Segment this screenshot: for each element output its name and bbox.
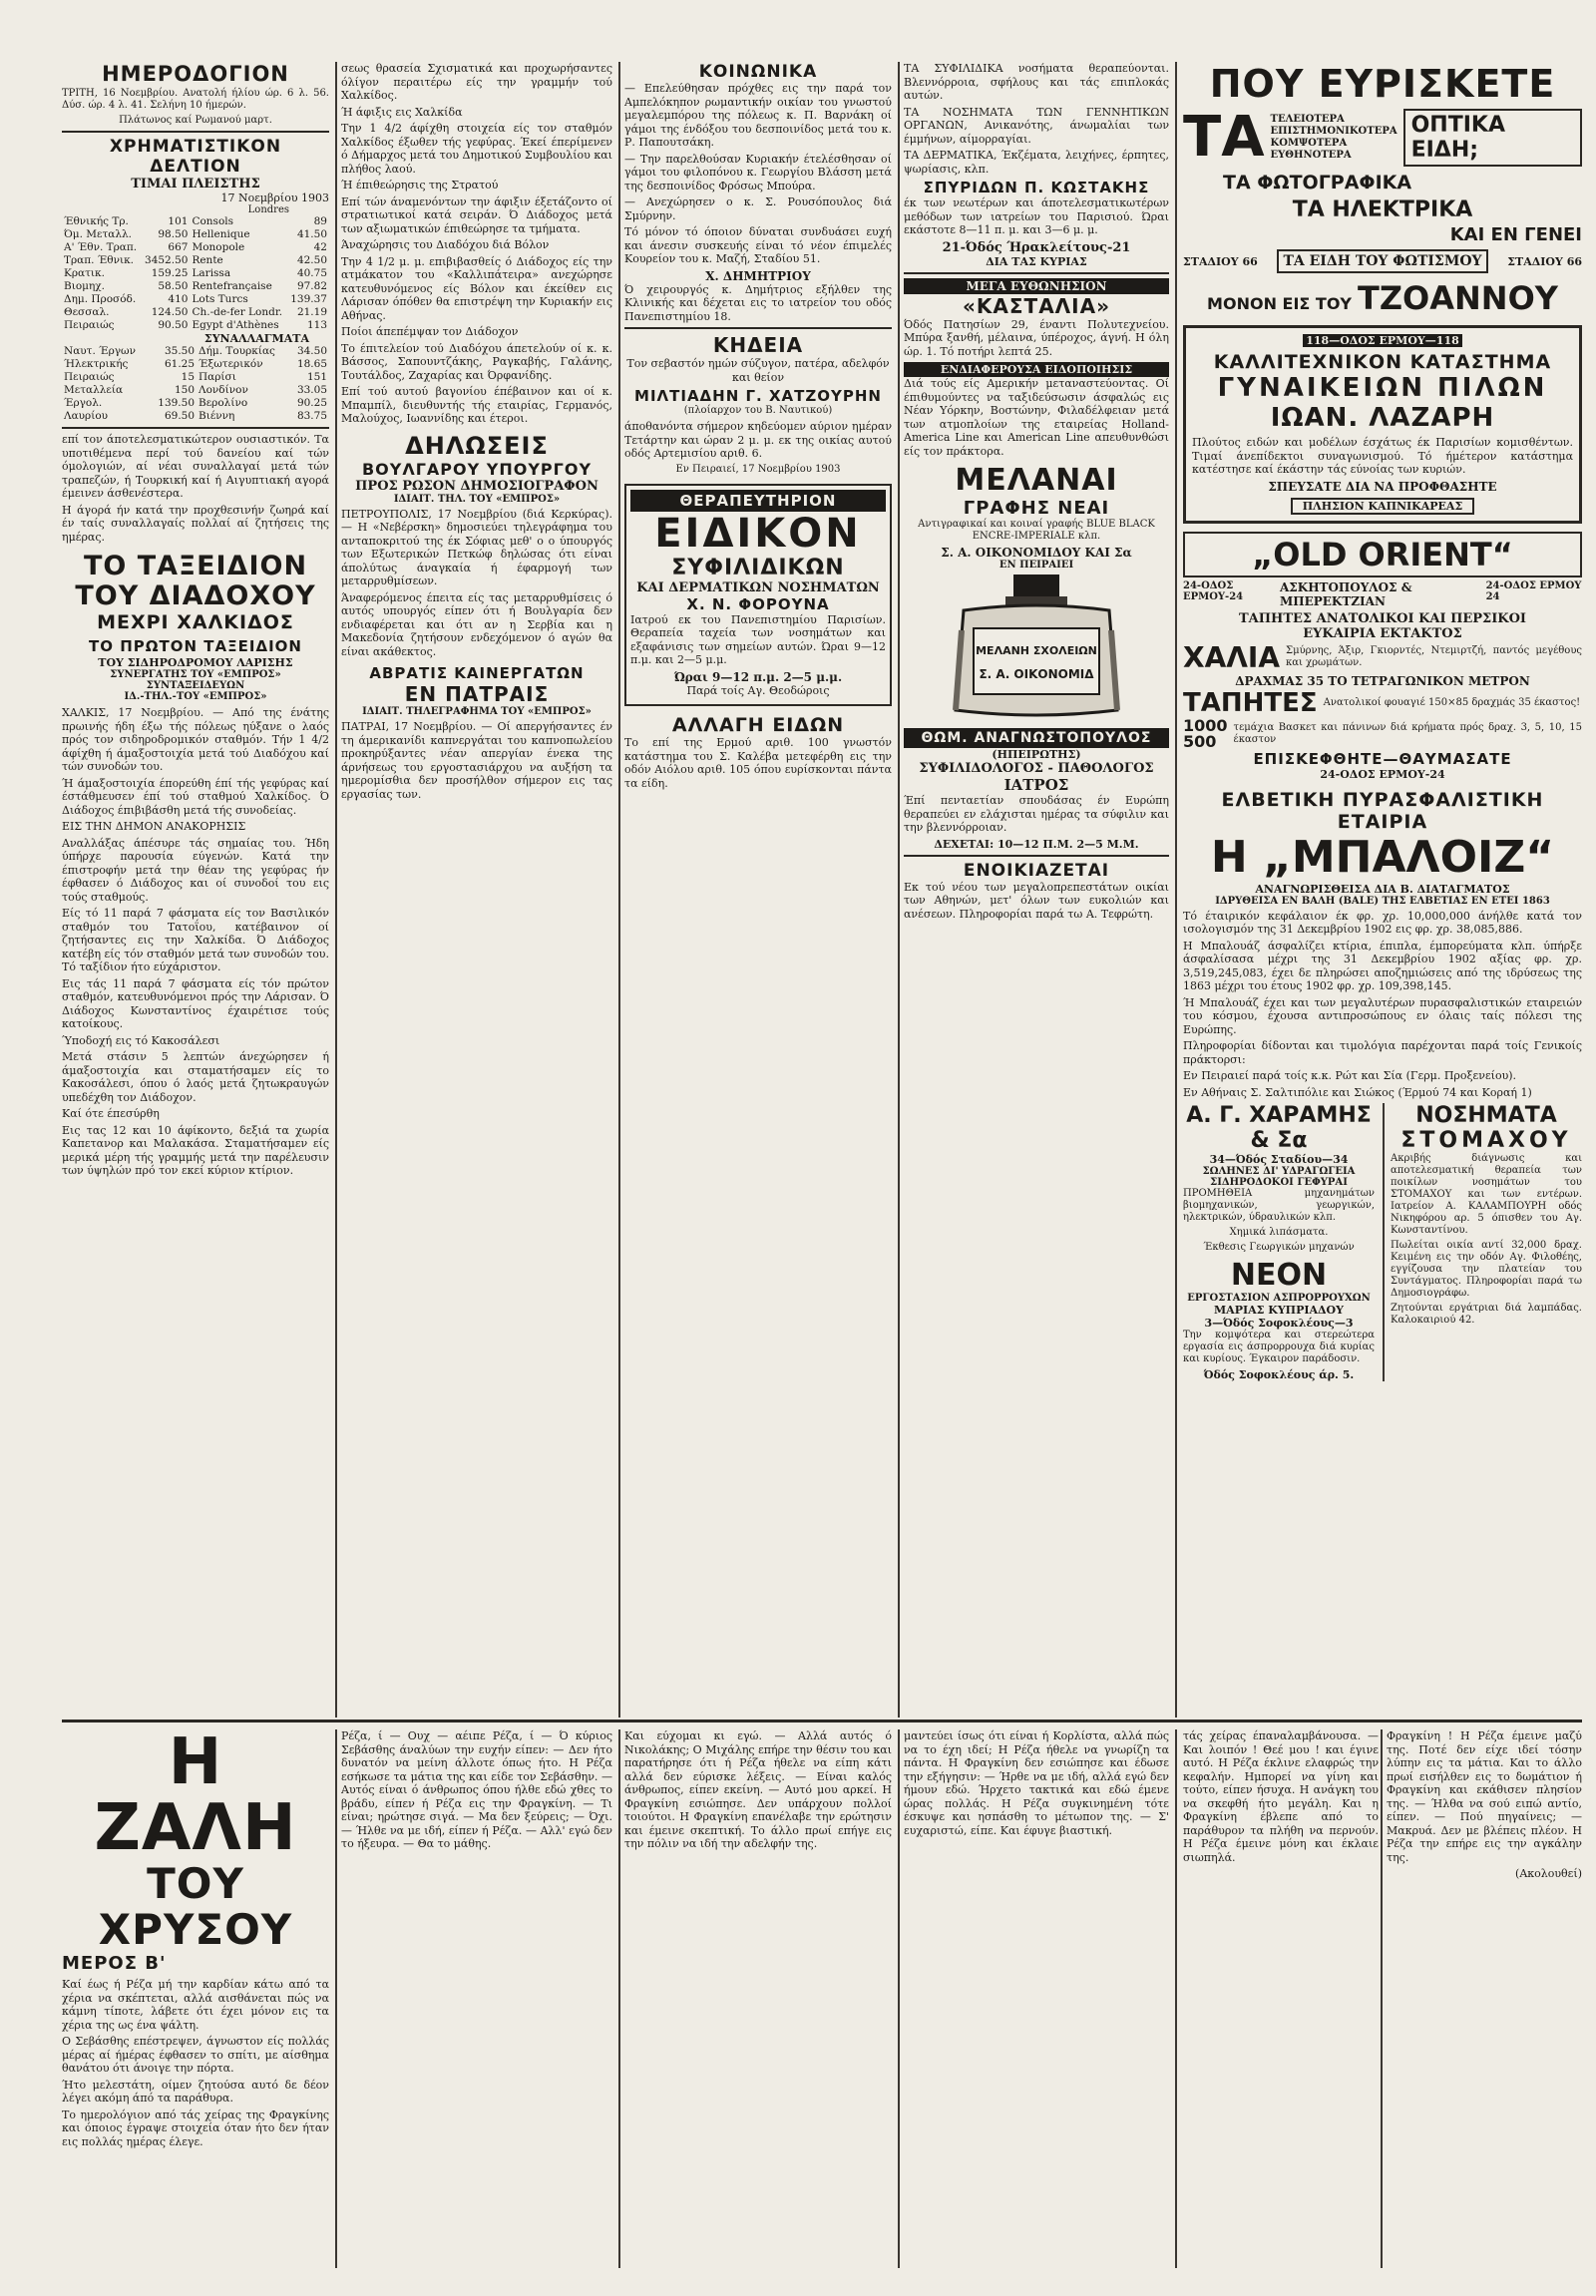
finance-cell: Κρατικ. bbox=[64, 267, 105, 279]
insurance-paragraph: Τό έταιρικόν κεφάλαιον έκ φρ. χρ. 10,000,000 άνήλθε κατά τον ισολογισμόν της 31 Δεκεμβρίου 1902 εις φρ. χρ. 38,085,886. bbox=[1183, 909, 1582, 936]
finance-cell: Βιέννη bbox=[199, 410, 235, 422]
stomachou-sale: Πωλείται οικία αντί 32,000 δραχ. Κειμένη εις την οδόν Αγ. Φιλοθέης, εγγίζουσα την πλατείαν του Συντάγματος. Πληροφορίαι παρά τω Δημοσιογράφω. bbox=[1391, 1240, 1582, 1299]
finance-cell: 90.25 bbox=[296, 397, 327, 409]
finance-row bbox=[62, 358, 329, 371]
feuilleton-col-1 bbox=[62, 1729, 329, 2268]
col2-paragraph: Το έπιτελείον τού Διαδόχου άπετελούν οί κ. κ. Βάσσος, Σαπουντζάκης, Ραγκαβής, Γαλάνης, Τουτάλδος, Ζαχαρίας και Όρφανίδης. bbox=[341, 341, 612, 382]
optika-fotismou: ΤΑ ΕΙΔΗ ΤΟΥ ΦΩΤΙΣΜΟΥ bbox=[1277, 249, 1487, 273]
col1-body-paragraph: Εις τάς 11 παρά 7 φάσματα είς τόν πρώτον σταθμόν, κατευθυνόμενοι πρός την Λάρισαν. Ό Διάδοχος Κωνσταντίνος έχαιρέτισε τούς κατοίκους. bbox=[62, 976, 329, 1030]
optika-stack-word: ΚΟΜΨΟΤΕΡΑ bbox=[1270, 138, 1348, 149]
col1-body-paragraph: Μετά στάσιν 5 λεπτών άνεχώρησεν ή άμαξοστοιχία και σταματήσαμεν είς το Κακοσάλεσι, όπου ό λαός μετά ζητωκραυγών υπεδέχθη τον Διάδοχον. bbox=[62, 1050, 329, 1104]
doctor3-title: ΣΥΦΙΛΙΔΟΛΟΓΟΣ - ΠΑΘΟΛΟΓΟΣ bbox=[919, 761, 1154, 776]
optika-elec: ΤΑ ΗΛΕΚΤΡΙΚΑ bbox=[1292, 197, 1473, 222]
finance-cell: 113 bbox=[306, 319, 327, 331]
finance-cell: Lots Turcs bbox=[192, 293, 248, 305]
orient-left: 24-ΟΔΟΣ ΕΡΜΟΥ-24 bbox=[1183, 579, 1244, 602]
diloseis-sub1: ΒΟΥΛΓΑΡΟΥ ΥΠΟΥΡΓΟΥ bbox=[361, 459, 593, 479]
col1-body-paragraph: Εις τας 12 και 10 άφίκοντο, δεξιά τα χωρία Καπετανορ και Μαλακάσα. Σταματήσαμεν είς μερικά μέρη τής γραμμής μετά την παρέλευσιν των ύψηλών πρό τον εκεί κύριον κτίριον. bbox=[62, 1123, 329, 1177]
khdeia-intro: Τον σεβαστόν ημών σύζυγον, πατέρα, αδελφόν και θείον bbox=[626, 357, 890, 384]
column-4 bbox=[904, 62, 1169, 924]
khdeia-name: ΜΙΛΤΙΑΔΗΝ Γ. ΧΑΤΖΟΥΡΗΝ bbox=[634, 387, 882, 405]
col2-paragraph: Ή έπιθεώρησις της Στρατού bbox=[341, 179, 499, 191]
optika-ad bbox=[1183, 62, 1582, 317]
finance-cell: Δήμ. Τουρκίας bbox=[199, 345, 275, 357]
optika-only: ΜΟΝΟΝ ΕΙΣ ΤΟΥ bbox=[1207, 294, 1353, 313]
charamis-items2: ΣΙΔΗΡΟΔΟΚΟΙ ΓΕΦΥΡΑΙ bbox=[1210, 1177, 1348, 1188]
col1-body-paragraph: Αναλλάξας άπέσυρε τάς σημαίας του. Ήδη ύπήρχε παρουσία εύγενών. Κατά την έπιστροφήν μετά την θέαν της γεφύρας ήν έφθασεν ό Διάδοχος και οί συνοδοί του εις τούς σταθμούς. bbox=[62, 836, 329, 904]
diloseis-sub2: ΠΡΟΣ ΡΩΣΟΝ ΔΗΜΟΣΙΟΓΡΑΦΟΝ bbox=[355, 478, 598, 494]
optika-headline: ΠΟΥ ΕΥΡΙΣΚΕΤΕ bbox=[1209, 62, 1556, 106]
finance-cell: Λαυρίου bbox=[64, 410, 109, 422]
finance-cell: 150 bbox=[174, 384, 196, 396]
melanai-sub: ΓΡΑΦΗΣ ΝΕΑΙ bbox=[963, 498, 1110, 519]
column-rule bbox=[1381, 1729, 1383, 2268]
finance-cell: Rentefrançaise bbox=[192, 280, 272, 292]
neon-addr2: Όδός Σοφοκλέους άρ. 5. bbox=[1203, 1368, 1355, 1381]
finance-cell: Έθνικής Τρ. bbox=[64, 215, 129, 227]
iatreion-big: ΕΙΔΙΚΟΝ bbox=[654, 510, 862, 557]
zali-paragraph: Καί έως ή Ρέζα μή την καρδίαν κάτω από τα χέρια να σκέπτεται, αλλά αισθάνεται πώς να κάμνη τίποτε, λάβετε ότι έχει μόνον εις τα χέρια της ως ένα ψάλτη. bbox=[62, 1978, 329, 2032]
optika-stack bbox=[1271, 114, 1397, 162]
finance-row bbox=[62, 241, 329, 254]
finance-cell: 139.50 bbox=[158, 397, 196, 409]
col1-paragraph: επί τον άποτελεσματικώτερον ουσιαστικόν. Τα υποτιθέμενα περί τού δανείου καί τών όμολογιών, αί νέαι συναλλαγαί μετά τών τραπεζών, ή Τουρκική καί ή Αιγυπτιακή αγορά έμεινεν άσθενέστερα. bbox=[62, 433, 329, 500]
doctor2-address: 21-Όδός Ήρακλείτους-21 bbox=[942, 239, 1131, 255]
ameriki-title: ΕΝΔΙΑΦΕΡΟΥΣΑ ΕΙΔΟΠΟΙΗΣΙΣ bbox=[904, 362, 1169, 377]
stomachou-text: Ακριβής διάγνωσις και αποτελεσματική θεραπεία των ποικίλων νοσημάτων του ΣΤΟΜΑΧΟΥ και των εντέρων. Ιατρείον Α. ΚΑΛΑΜΠΟΥΡΗ οδός Νικηφόρου αρ. 5 όπισθεν του Αγ. Κωνσταντίνου. bbox=[1391, 1153, 1582, 1236]
feuilleton-text-4: μαντεύει ίσως ότι είναι ή Κορλίστα, αλλά πώς να το έχη ιδεί; Η Ρέζα ήθελε να γνωρίζη τα πάντα. Η Φραγκίνη δεν εσιώπησε και έδωσε την εξήγησιν: — Ήρθε να με ιδή, αλλά εγώ δεν ήμουν εδώ. Ήρχετο τακτικά και εδώ έμενε ώρας πολλάς. Η Ρέζα συγκινημένη τότε έσκυψε και ησπάσθη το μέτωπον της. — Σ' ευχαριστώ, είπε. Και έφυγε βιαστική. bbox=[904, 1729, 1169, 1837]
finance-cell: Πειραιώς bbox=[64, 319, 115, 331]
ads-column bbox=[1183, 62, 1582, 1381]
finance-cell: Έργολ. bbox=[64, 397, 103, 409]
kastalia-text: Όδός Πατησίων 29, έναντι Πολυτεχνείου. Μπύρα ξανθή, μέλαινα, ύπέροχος, άγνή. Η όλη ώρ. 1. Τό ποτήρι λεπτά 25. bbox=[904, 317, 1169, 358]
orient-mid: ΑΣΚΗΤΟΠΟΥΛΟΣ & ΜΠΕΡΕΚΤΖΙΑΝ bbox=[1279, 579, 1412, 608]
feuilleton-col-6 bbox=[1387, 1729, 1582, 2268]
insurance-piraeus: Εν Πειραιεί παρά τοίς κ.κ. Ρώτ και Σία (Γερμ. Προξενείου). bbox=[1183, 1069, 1517, 1082]
diloseis-block bbox=[341, 432, 612, 659]
doctor2-text: έκ των νεωτέρων και άποτελεσματικωτέρων μεθόδων των ιατρείων του Παρισιού. Ώραι εκάστοτε 8—11 π. μ. και 3—6 μ. μ. bbox=[904, 196, 1169, 236]
neon-sub1: ΕΡΓΟΣΤΑΣΙΟΝ ΑΣΠΡΟΡΡΟΥΧΩΝ bbox=[1187, 1293, 1371, 1304]
finance-subtitle: ΤΙΜΑΙ ΠΛΕΙΣΤΗΣ bbox=[131, 177, 260, 191]
optika-stack-word: ΤΕΛΕΙΟΤΕΡΑ bbox=[1270, 114, 1345, 125]
allagi-title: ΑΛΛΑΓΗ ΕΙΔΩΝ bbox=[671, 714, 845, 736]
doctor-ad-text: Ό χειρουργός κ. Δημήτριος εξήλθεν της Κλινικής και δέχεται εις το ιατρείον του οδός Πανεπιστημίου 18. bbox=[624, 282, 892, 323]
column-rule bbox=[335, 62, 337, 1718]
insurance-sub: ΑΝΑΓΝΩΡΙΣΘΕΙΣΑ ΔΙΑ Β. ΔΙΑΤΑΓΜΑΤΟΣ bbox=[1255, 882, 1510, 896]
finance-title: ΧΡΗΜΑΤΙΣΤΙΚΟΝ ΔΕΛΤΙΟΝ bbox=[109, 137, 282, 177]
khdeia-title: ΚΗΔΕΙΑ bbox=[712, 333, 804, 357]
almanac-saints: Πλάτωνος καί Ρωμανού μαρτ. bbox=[119, 115, 272, 126]
orient-tapites-text: Ανατολικοί φουαγιέ 150×85 δραχμάς 35 έκαστος! bbox=[1323, 696, 1581, 708]
finance-cell: Παρίσι bbox=[199, 371, 236, 383]
doctor3-place: (ΗΠΕΙΡΩΤΗΣ) bbox=[992, 748, 1081, 761]
zali-part: ΜΕΡΟΣ Β' bbox=[62, 1953, 167, 1974]
finance-cell: Egypt d'Athènes bbox=[192, 319, 279, 331]
stomachou-sale2: Ζητούνται εργάτριαι διά λαμπάδας. Καλοκαιριού 42. bbox=[1391, 1303, 1582, 1326]
neon-title: ΝΕΟΝ bbox=[1230, 1258, 1328, 1293]
hats-text: Πλούτος ειδών και μοδέλων έσχάτως έκ Παρισίων κομισθέντων. Τιμαί άνεπίδεκτοι συναγωνισμού. Τό ήμέτερον κατάστημα κατέστησε καί έκάστην τάς εύνοίας των κυριών. bbox=[1192, 436, 1573, 476]
insurance-athens: Εν Αθήναις Σ. Σαλτιπόλιε και Σιώκος (Έρμού 74 και Κοραή 1) bbox=[1183, 1085, 1532, 1099]
col2-paragraph: Την 1 4/2 άφίχθη στοιχεία είς τον σταθμόν Χαλκίδος έξωθεν τής γεφύρας. Έκεί έπερίμενεν ό Δήμαρχος μετά του Δημοτικού Συμβουλίου και πλήθος λαού. bbox=[341, 122, 612, 176]
finance-london: Londres bbox=[247, 204, 289, 215]
col1-body-paragraph: Ύποδοχή εις τό Κακοσάλεσι bbox=[62, 1033, 220, 1047]
hats-ad bbox=[1183, 325, 1582, 524]
finance-row bbox=[62, 397, 329, 410]
koinonika-paragraph: — Την παρελθούσαν Κυριακήν έτελέσθησαν οί γάμοι του φιλοπόνου κ. Γεωργίου Βλάσση μετά της δεσποινίδος Φρόσως Μπούρα. bbox=[624, 152, 892, 192]
optika-name: ΤΖΟΑΝΝΟΥ bbox=[1358, 279, 1558, 317]
melanai-place: ΕΝ ΠΕΙΡΑΙΕΙ bbox=[998, 560, 1074, 571]
finance-cell: Monopole bbox=[192, 241, 245, 253]
optika-general: ΚΑΙ ΕΝ ΓΕΝΕΙ bbox=[1449, 224, 1582, 245]
charamis-addr: 34—Όδός Σταδίου—34 bbox=[1209, 1153, 1349, 1166]
hats-footer: ΠΛΗΣΙΟΝ ΚΑΠΝΙΚΑΡΕΑΣ bbox=[1291, 498, 1474, 515]
finance-cell: 124.50 bbox=[151, 306, 189, 318]
melanai-ad bbox=[904, 464, 1169, 724]
finance-cell: 159.25 bbox=[151, 267, 189, 279]
ameriki-text: Διά τούς είς Αμερικήν μεταναστεύοντας. Οί έπιθυμούντες να ταξιδεύσωσιν άσφαλώς εις Νέαν Υόρκην, Βοστώνην, Φιλαδέλφειαν μετά των ατμοπλοίων της εταιρείας Holland-America Line και American Line απευθυνθώσι είς τον πράκτορα. bbox=[904, 377, 1169, 458]
col4-paragraph: ΤΑ ΣΥΦΙΛΙΔΙΚΑ νοσήματα θεραπεύονται. Βλεννόρροια, σφήλους και τάς επιπλοκάς αυτών. bbox=[904, 62, 1169, 102]
col1-body-paragraph: ΧΑΛΚΙΣ, 17 Νοεμβρίου. — Από της ένάτης πρωινής ήδη έξω τής πόλεως ηύξανε ο λαός πρός τον σιδηροδρομικόν σταθμόν. Τήν 1 4/2 άφίχθη ή άμαξοστοιχία μετά τού Διαδόχου καί τών συνοδών του. bbox=[62, 706, 329, 773]
insurance-paragraph: Πληροφορίαι δίδονται και τιμολόγια παρέχονται παρά τοίς Γενικοίς πράκτορσι: bbox=[1183, 1039, 1582, 1066]
zali-paragraph: Το ημερολόγιον από τάς χείρας της Φραγκίνης και όποιος έγραψε στοιχεία όταν ήτο δεν ήταν εις πολλάς ημέρας έλεγε. bbox=[62, 2107, 329, 2148]
column-2 bbox=[341, 62, 612, 804]
finance-cell: Larissa bbox=[192, 267, 231, 279]
khdeia-date: Εν Πειραιεί, 17 Νοεμβρίου 1903 bbox=[675, 463, 841, 475]
col2-paragraph: Την 4 1/2 μ. μ. επιβιβασθείς ό Διάδοχος είς την ατμάκατον του «Καλλιπάτειρα» ανεχώρησε κατευθυνόμενος είς Βόλον και έκείθεν εις Λάρισαν όπόθεν θα επιστρέψη την Κυριακήν εις Αθήνας. bbox=[341, 254, 612, 322]
headline-line-2: ΤΟΥ ΔΙΑΔΟΧΟΥ bbox=[75, 580, 316, 611]
finance-cell: Τραπ. Έθνικ. bbox=[64, 254, 135, 266]
col2-paragraph: Επί τών άναμενόντων την άφιξιν έξετάζοντο οί στρατιωτικοί κατά σειράν. Ό Διάδοχος μετά των αξιωματικών έπιθεώρησε τα τμήματα. bbox=[341, 194, 612, 235]
charamis-ekth: Έκθεσις Γεωργικών μηχανών bbox=[1203, 1242, 1355, 1253]
finance-cell: 98.50 bbox=[158, 228, 189, 240]
neon-text: Την κομψότερα και στερεώτερα εργασία εις άσπρορρουχα διά κυρίας και κυρίους. Έγκαιρον παράδοσιν. bbox=[1183, 1330, 1375, 1364]
headline-line-3: ΜΕΧΡΙ ΧΑΛΚΙΔΟΣ bbox=[97, 611, 294, 633]
doctor3-text: Έπί πενταετίαν σπουδάσας έν Ευρώπη θεραπεύει εν ελάχισται ημέρας τα σύφιλιν και την βλεννόρροιαν. bbox=[904, 794, 1169, 834]
divider bbox=[624, 327, 892, 329]
optika-stack-word: ΕΥΘΗΝΟΤΕΡΑ bbox=[1270, 150, 1352, 161]
zali-paragraph: Ήτο μελεστάτη, οίμεν ζητούσα αυτό δε δέον λέγει ακόμη άπό τα παράθυρα. bbox=[62, 2078, 329, 2105]
neon-sub2: ΜΑΡΙΑΣ ΚΥΠΡΙΑΔΟΥ bbox=[1214, 1304, 1344, 1317]
charamis-chem: Χημικά λιπάσματα. bbox=[1229, 1227, 1329, 1238]
allagi-ad bbox=[624, 714, 892, 790]
zali-title: Η ΖΑΛΗ bbox=[94, 1729, 297, 1865]
orient-visit: ΕΠΙΣΚΕΦΘΗΤΕ—ΘΑΥΜΑΣΑΤΕ bbox=[1253, 749, 1512, 768]
zali-paragraph: Ο Σεβάσθης επέστρεψεν, άγνωστον είς πολλάς μέρας αί ήμέρας έφθασεν το σπίτι, με αίσθημα θανάτου ότι άνοιγε την πόρτα. bbox=[62, 2035, 329, 2075]
ink-bottle-illustration bbox=[904, 571, 1169, 720]
hats-address: 118—ΟΔΟΣ ΕΡΜΟΥ—118 bbox=[1303, 334, 1462, 347]
feuilleton-text-3: Και εύχομαι κι εγώ. — Αλλά αυτός ό Νικολάκης; Ο Μιχάλης επήρε την θέσιν του και παρατήρησε ότι ή Ρέζα ήθελε να είπη κάτι αλλά δεν εύρισκε λέξεις. — Είναι καλός άνθρωπος, είπεν εκείνη. — Αυτό μου αρκεί. Η Φραγκίνη εσιώπησε. Δεν υπάρχουν πολλοί τοιούτοι. Η Φραγκίνη επανέλαβε την ερώτησιν και έμεινε σκεπτική. Το άλλο πρωί επήγε εις την πόλιν να ιδή την αδελφήν της. bbox=[624, 1729, 892, 1850]
finance-cell: 69.50 bbox=[164, 410, 196, 422]
finance-section2: ΣΥΝΑΛΛΑΓΜΑΤΑ bbox=[203, 332, 309, 345]
orient-title: „OLD ORIENT“ bbox=[1183, 532, 1582, 577]
col4-paragraph: ΤΑ ΝΟΣΗΜΑΤΑ ΤΩΝ ΓΕΝΝΗΤΙΚΩΝ ΟΡΓΑΝΩΝ, Ανικανότης, άνωμαλίαι των έμμήνων, αίμορραγίαι. bbox=[904, 105, 1169, 146]
orient-occasion: ΕΥΚΑΙΡΙΑ ΕΚΤΑΚΤΟΣ bbox=[1303, 625, 1462, 641]
optika-stack-word: ΕΠΙΣΤΗΜΟΝΙΚΟΤΕΡΑ bbox=[1270, 126, 1397, 137]
charamis-items: ΣΩΛΗΝΕΣ ΔΙ' ΥΔΡΑΓΩΓΕΙΑ bbox=[1202, 1166, 1356, 1177]
koinonika-paragraph: — Επελεύθησαν πρόχθες εις την παρά τον Αμπελόκηπον ρωμαντικήν οικίαν του γνωστού μεγαλεμπόρου της πόλεως κ. Π. Βαρνάκη οί γάμοι της ένδόξου του δεσποινίδος μετά του κ. Ρ. Παπουτσάκη. bbox=[624, 82, 892, 149]
diloseis-paragraph: ΠΕΤΡΟΥΠΟΛΙΣ, 17 Νοεμβρίου (διά Κερκύρας). — Η «Νεβέρσκη» δημοσιεύει τηλεγράφημα του ανταποκριτού της έκ Σόφιας μεθ' ο ο ύπουργός των Εξωτερικών Πετκώφ δηλώσας ότι είναι άπολύτως άναγκαία ή έφαρμογή των μεταρρυθμίσεων. bbox=[341, 507, 612, 587]
iatreion-doctor: Χ. Ν. ΦΟΡΟΥΝΑ bbox=[686, 594, 830, 613]
orient-tapites: ΤΑΠΗΤΕΣ bbox=[1183, 687, 1318, 718]
finance-cell: Λονδίνον bbox=[199, 384, 248, 396]
finance-cell: Βερολίνο bbox=[199, 397, 248, 409]
col1-paragraph: Η άγορά ήν κατά την προχθεσινήν ζωηρά καί έν ταίς συναλλαγαίς πολλαί αί ζητήσεις της ημέρας. bbox=[62, 503, 329, 544]
feuilleton-text-2: Ρέζα, ί — Ουχ — αέιπε Ρέζα, ί — Ό κύριος Σεβάσθης άναλύων την ευχήν είπεν: — Δεν ήτο δυνατόν να μείνη άλλοτε όπως ήτο. Η Ρέζα εσήκωσε τα μάτια της και είδε τον Σεβάσθην. — Αυτός είναι ό άνθρωπος όπου ήλθε εδώ χθες το βράδυ, είπεν ή Ρέζα εις την Φραγκίνη. — Τι είναι; ηρώτησε σιγά. — Μα δεν ξεύρεις; — Όχι. — Ήλθε να με ιδή, είπεν ή Ρέζα. — Αλλ' εγώ δεν το ήξευρα. — Θα το μάθης. bbox=[341, 1729, 612, 1850]
col1-body-paragraph: Ή άμαξοστοιχία έπορεύθη έπί τής γεφύρας καί έστάθμευσεν έπί τού σταθμού Χαλκίδος. Ό Διάδοχος έπιβιβάσθη μετά τής συνοδείας. bbox=[62, 776, 329, 817]
finance-cell: 97.82 bbox=[296, 280, 327, 292]
orient-xalia-text: Σμύρνης, Άξιρ, Γκιορντές, Ντεμιρτζή, παντός μεγέθους και χρωμάτων. bbox=[1286, 645, 1582, 668]
khdeia-role: (πλοίαρχον του Β. Ναυτικού) bbox=[683, 405, 833, 416]
finance-cell: 83.75 bbox=[296, 410, 327, 422]
optika-items: ΟΠΤΙΚΑ ΕΙΔΗ; bbox=[1403, 109, 1582, 167]
orient-right: 24-ΟΔΟΣ ΕΡΜΟΥ 24 bbox=[1485, 579, 1582, 602]
orient-sub: ΤΑΠΗΤΕΣ ΑΝΑΤΟΛΙΚΟΙ ΚΑΙ ΠΕΡΣΙΚΟΙ bbox=[1239, 610, 1526, 626]
hats-cta: ΣΠΕΥΣΑΤΕ ΔΙΑ ΝΑ ΠΡΟΦΘΑΣΗΤΕ bbox=[1268, 479, 1497, 494]
orient-xalia: ΧΑΛΙΑ bbox=[1183, 640, 1281, 674]
finance-cell: 90.50 bbox=[158, 319, 189, 331]
finance-cell: Consols bbox=[192, 215, 234, 227]
column-rule bbox=[335, 1729, 337, 2268]
insurance-founded: ΙΔΡΥΘΕΙΣΑ ΕΝ ΒΑΛΗ (BALE) ΤΗΣ ΕΛΒΕΤΙΑΣ ΕΝ ΕΤΕΙ 1863 bbox=[1215, 895, 1550, 907]
column-rule bbox=[898, 62, 900, 1718]
column-rule bbox=[1175, 62, 1177, 1718]
stomachou-ad bbox=[1383, 1103, 1582, 1381]
finance-cell: 410 bbox=[168, 293, 189, 305]
finance-cell: Όμ. Μεταλλ. bbox=[64, 228, 133, 240]
column-3 bbox=[624, 62, 892, 793]
hats-sub: ΓΥΝΑΙΚΕΙΩΝ ΠΙΛΩΝ bbox=[1217, 373, 1548, 403]
bottle-label-2: Σ. Α. ΟΙΚΟΝΟΜΙΔ bbox=[979, 667, 1094, 681]
doctor3-ad bbox=[904, 728, 1169, 851]
iatreion-title: ΘΕΡΑΠΕΥΤΗΡΙΟΝ bbox=[630, 490, 886, 512]
finance-cell: Μεταλλεία bbox=[64, 384, 124, 396]
feuilleton-col-5 bbox=[1183, 1729, 1379, 2268]
hats-title: ΚΑΛΛΙΤΕΧΝΙΚΟΝ ΚΑΤΑΣΤΗΜΑ bbox=[1213, 351, 1552, 373]
finance-cell: Ήλεκτρικής bbox=[64, 358, 129, 370]
optika-stadiou-right: ΣΤΑΔΙΟΥ 66 bbox=[1507, 254, 1582, 268]
doctor3-hours: ΔΕΧΕΤΑΙ: 10—12 Π.Μ. 2—5 Μ.Μ. bbox=[934, 837, 1139, 851]
optika-photo: ΤΑ ΦΩΤΟΓΡΑΦΙΚΑ bbox=[1223, 172, 1412, 193]
finance-cell: 40.75 bbox=[296, 267, 327, 279]
koinonika-paragraph: Τό μόνον τό όποιον δύναται συνδυάσει ευχή και άνεσιν συσκευής είναι τό νέον έπιμελές Κουρείον του κ. Μαζή, Σταδίου 51. bbox=[624, 225, 892, 265]
avratis-text: ΠΑΤΡΑΙ, 17 Νοεμβρίου. — Οί απεργήσαντες έν τη άμερικανίδι καπνεργάται του καπνοπωλείου προκηρύξαντες νέαν απεργίαν ένεκα της άρνήσεως του εργοστασιάρχου να αυξήση τα ημερομίσθια δεν προσήλθον σήμερον εις τας εργασίας των. bbox=[341, 720, 612, 801]
enoikiazetai-text: Εκ τού νέου των μεγαλοπρεπεστάτων οικίαι των Αθηνών, μετ' όλων των ευκολιών και ανέσεων. Πληροφορίαι παρά τω Α. Τεφρώτη. bbox=[904, 880, 1169, 921]
kastalia-title: ΜΕΓΑ ΕΥΘΩΝΗΣΙΟΝ bbox=[904, 278, 1169, 294]
finance-cell: 667 bbox=[168, 241, 189, 253]
feuilleton-end: (Ακολουθεί) bbox=[1515, 1867, 1582, 1880]
finance-cell: Rente bbox=[192, 254, 223, 266]
col2-paragraph: Ποίοι άπεπέμψαν τον Διάδοχον bbox=[341, 325, 519, 338]
iatreion-text: Ιατρού εκ του Πανεπιστημίου Παρισίων. Θεραπεία ταχεία των νοσημάτων και εξαφάνισις των σημείων αυτών. Ώραι 9—12 π.μ. και 2—5 μ.μ. bbox=[630, 612, 886, 666]
finance-row bbox=[62, 410, 329, 423]
col2-paragraph: Ή άφιξις εις Χαλκίδα bbox=[341, 105, 463, 119]
finance-date: 17 Νοεμβρίου 1903 bbox=[220, 191, 329, 204]
enoikiazetai-title: ΕΝΟΙΚΙΑΖΕΤΑΙ bbox=[963, 860, 1110, 881]
finance-cell: 15 bbox=[181, 371, 196, 383]
col1-body-paragraph: ΕΙΣ ΤΗΝ ΔΗΜΟΝ ΑΝΑΚΟΡΗΣΙΣ bbox=[62, 820, 246, 833]
optika-ta: ΤΑ bbox=[1183, 105, 1265, 170]
charamis-promith: ΠΡΟΜΗΘΕΙΑ μηχανημάτων βιομηχανικών, γεωργικών, ηλεκτρικών, ύδραυλικών κλπ. bbox=[1183, 1188, 1375, 1223]
divider bbox=[62, 427, 329, 429]
divider bbox=[904, 855, 1169, 857]
feuilleton-text-5: τάς χείρας έπαναλαμβάνουσα. — Και λοιπόν ! Θεέ μου ! και έγινε αυτό. Η Ρέζα έκλινε ελαφρώς την κεφαλήν. Ημπορεί να γίνη και τούτο, είπεν ήσυχα. Η ανάγκη του να σκεφθή ήτο μεγάλη. Και η Φραγκίνη έβλεπε από το παράθυρον τα πλήθη να περνούν. Η Ρέζα έμεινε μόνη και έκλαιε σιωπηλά. bbox=[1183, 1729, 1379, 1864]
insurance-name: Η „ΜΠΑΛΟΙΖ“ bbox=[1210, 831, 1555, 883]
orient-price: ΔΡΑΧΜΑΣ 35 ΤΟ ΤΕΤΡΑΓΩΝΙΚΟΝ ΜΕΤΡΟΝ bbox=[1235, 673, 1530, 688]
finance-cell: 151 bbox=[306, 371, 327, 383]
finance-cell: 35.50 bbox=[164, 345, 196, 357]
almanac-dates: ΤΡΙΤΗ, 16 Νοεμβρίου. Ανατολή ήλίου ώρ. 6 λ. 56. Δύσ. ώρ. 4 λ. 41. Σελήνη 10 ήμερών. bbox=[62, 88, 329, 111]
finance-cell: 101 bbox=[168, 215, 189, 227]
melanai-text: Αντιγραφικαί και κοιναί γραφής BLUE BLACK ENCRE-IMPERIALE κλπ. bbox=[918, 519, 1155, 542]
finance-cell: Έξωτερικόν bbox=[199, 358, 263, 370]
khdeia-text: άποθανόντα σήμερον κηδεύομεν αύριον ημέραν Τετάρτην και ώραν 2 μ. μ. εκ της οικίας αυτού οδός Αρτεμισίου αριθ. 6. bbox=[624, 420, 892, 460]
melanai-maker: Σ. Α. ΟΙΚΟΝΟΜΙΔΟΥ ΚΑΙ Σα bbox=[941, 546, 1132, 560]
headline-line-5: ΤΟΥ ΣΙΔΗΡΟΔΡΟΜΟΥ ΛΑΡΙΣΗΣ bbox=[98, 656, 293, 669]
finance-row bbox=[62, 293, 329, 306]
divider bbox=[62, 131, 329, 133]
orient-ad bbox=[1183, 532, 1582, 781]
finance-cell: Βιομηχ. bbox=[64, 280, 105, 292]
finance-cell: Ναυτ. Έργων bbox=[64, 345, 136, 357]
doctor3-role: ΙΑΤΡΟΣ bbox=[1003, 776, 1069, 794]
col2-paragraph: Επί τού αυτού βαγονίου έπέβαινον και οί κ. Μπαμπίλ, διευθυντής τής εταιρίας, Γερμανός, Μαλούχος, Ιωαννίδης και έτεροι. bbox=[341, 385, 612, 425]
hats-name: ΙΩΑΝ. ΛΑΖΑΡΗ bbox=[1270, 403, 1495, 433]
finance-row bbox=[62, 319, 329, 332]
finance-cell: Πειραιώς bbox=[64, 371, 115, 383]
bottle-label-1: ΜΕΛΑΝΗ ΣΧΟΛΕΙΩΝ bbox=[976, 644, 1097, 657]
col2-paragraph: Άναχώρησις του Διαδόχου διά Βόλον bbox=[341, 238, 550, 251]
headline-line-7: ΙΔ.-ΤΗΛ.-ΤΟΥ «ΕΜΠΡΟΣ» bbox=[124, 691, 267, 702]
insurance-paragraph: Η Μπαλουάζ άσφαλίζει κτίρια, έπιπλα, έμπορεύματα κλπ. ύπήρξε άσφαλίσασα μέχρι της 31 Δεκεμβρίου 1902 αξίας φρ. χρ. 3,519,245,083, έχει δε πληρώσει αποζημιώσεις από της ιδρύσεως της 1863 μέχρι του έτους 1902 φρ. χρ. 109,398,145. bbox=[1183, 939, 1582, 992]
finance-row bbox=[62, 371, 329, 384]
column-rule bbox=[618, 1729, 620, 2268]
finance-table bbox=[62, 215, 329, 332]
finance-cell: Hellenique bbox=[192, 228, 250, 240]
col1-body-paragraph: Είς τό 11 παρά 7 φάσματα είς τον Βασιλικόν σταθμόν του Τατοΐου, κατέβαινον οί ζητήσαντες εις την Χαλκίδα. Ό Διάδοχος κατέβη είς τόν σταθμόν μετά των συνοδών του. Τό ταξίδιον ήτο εύχάριστον. bbox=[62, 907, 329, 973]
finance-cell: 18.65 bbox=[296, 358, 327, 370]
diloseis-title: ΔΗΛΩΣΕΙΣ bbox=[405, 431, 549, 460]
diloseis-sub3: ΙΔΙΑΙΤ. ΤΗΛ. ΤΟΥ «ΕΜΠΡΟΣ» bbox=[393, 493, 561, 505]
col1-body-paragraph: Καί ότε έπεσύρθη bbox=[62, 1107, 160, 1120]
column-1 bbox=[62, 62, 329, 1181]
finance-row bbox=[62, 280, 329, 293]
almanac-title: ΗΜΕΡΟΔΟΓΙΟΝ bbox=[102, 62, 289, 86]
finance-row bbox=[62, 267, 329, 280]
finance-cell: 34.50 bbox=[296, 345, 327, 357]
finance-cell: 42 bbox=[313, 241, 327, 253]
stomachou-title2: ΣΤΟΜΑΧΟΥ bbox=[1400, 1128, 1572, 1153]
finance-cell: Θεσσαλ. bbox=[64, 306, 110, 318]
doctor3-name: ΘΩΜ. ΑΝΑΓΝΩΣΤΟΠΟΥΛΟΣ bbox=[904, 728, 1169, 748]
stomachou-title: ΝΟΣΗΜΑΤΑ bbox=[1415, 1103, 1557, 1128]
charamis-title: Α. Γ. ΧΑΡΑΜΗΣ & Σα bbox=[1186, 1103, 1372, 1153]
headline-line-6: ΣΥΝΕΡΓΑΤΗΣ ΤΟΥ «ΕΜΠΡΟΣ» ΣΥΝΤΑΞΕΙΔΕΥΩΝ bbox=[110, 669, 281, 691]
column-rule bbox=[1175, 1729, 1177, 2268]
diadochos-headline bbox=[62, 552, 329, 702]
finance-cell: 33.05 bbox=[296, 384, 327, 396]
finance-cell: Δημ. Προσόδ. bbox=[64, 293, 137, 305]
finance-cell: 21.19 bbox=[296, 306, 327, 318]
iatreion-sub2: ΚΑΙ ΔΕΡΜΑΤΙΚΩΝ ΝΟΣΗΜΑΤΩΝ bbox=[636, 579, 880, 595]
column-rule bbox=[618, 62, 620, 1718]
diloseis-paragraph: Άναφερόμενος έπειτα είς τας μεταρρυθμίσεις ό αυτός υπουργός είπεν ότι ή Βουλγαρία δεν ενδιαφέρεται και ότι αν η Σερβία και η Μακεδονία ζητήσουν ενδεχόμενον ό αγών θα είναι ακάθεκτος. bbox=[341, 590, 612, 658]
orient-500: 500 bbox=[1183, 731, 1217, 751]
neon-addr: 3—Όδός Σοφοκλέους—3 bbox=[1204, 1317, 1354, 1330]
feuilleton-col-4 bbox=[904, 1729, 1169, 2268]
finance-cell: 42.50 bbox=[296, 254, 327, 266]
avratis-sub1: ΕΝ ΠΑΤΡΑΙΣ bbox=[404, 682, 550, 706]
finance-cell: 139.37 bbox=[290, 293, 327, 305]
feuilleton-col-2 bbox=[341, 1729, 612, 2268]
finance-cell: 61.25 bbox=[164, 358, 196, 370]
insurance-paragraph: Ή Μπαλουάζ έχει και των μεγαλυτέρων πυρασφαλιστικών εταιρειών του κόσμου, έχουσα αντιπροσώπους εν όλαις ταίς πόλεσι της Ευρώπης. bbox=[1183, 995, 1582, 1036]
finance-table-2 bbox=[62, 345, 329, 423]
melanai-title: ΜΕΛΑΝΑΙ bbox=[955, 463, 1118, 498]
zali-title-2: ΤΟΥ ΧΡΥΣΟΥ bbox=[98, 1859, 293, 1954]
finance-row bbox=[62, 345, 329, 358]
col4-paragraph: ΤΑ ΔΕΡΜΑΤΙΚΑ, Έκζέματα, λειχήνες, έρπητες, ψωρίασις, κλπ. bbox=[904, 149, 1169, 176]
avratis-block bbox=[341, 664, 612, 801]
finance-cell: 58.50 bbox=[158, 280, 189, 292]
feuilleton-rule bbox=[62, 1720, 1582, 1722]
avratis-sub2: ΙΔΙΑΙΤ. ΤΗΛΕΓΡΑΦΗΜΑ ΤΟΥ «ΕΜΠΡΟΣ» bbox=[362, 706, 592, 717]
doctor-ad-name: Χ. ΔΗΜΗΤΡΙΟΥ bbox=[705, 268, 811, 283]
insurance-line1: ΕΛΒΕΤΙΚΗ ΠΥΡΑΣΦΑΛΙΣΤΙΚΗ ΕΤΑΙΡΙΑ bbox=[1221, 788, 1544, 833]
iatreion-hours: Ώραι 9—12 π.μ. 2—5 μ.μ. bbox=[673, 669, 843, 684]
orient-1000: 1000 bbox=[1183, 715, 1228, 735]
koinonika-title: ΚΟΙΝΩΝΙΚΑ bbox=[698, 62, 818, 82]
doctor2-address2: ΔΙΑ ΤΑΣ ΚΥΡΙΑΣ bbox=[986, 254, 1087, 268]
finance-cell: 89 bbox=[313, 215, 327, 227]
avratis-title: ΑΒΡΑΤΙΣ ΚΑΙΝΕΡΓΑΤΩΝ bbox=[369, 664, 585, 682]
headline-line-1: ΤΟ ΤΑΞΕΙΔΙΟΝ bbox=[83, 551, 308, 581]
finance-row bbox=[62, 215, 329, 228]
koinonika-paragraph: — Ανεχώρησεν ο κ. Σ. Ρουσόπουλος διά Σμύρνην. bbox=[624, 195, 892, 222]
optika-stadiou-left: ΣΤΑΔΙΟΥ 66 bbox=[1183, 254, 1258, 268]
kastalia-name: «ΚΑΣΤΑΛΙΑ» bbox=[963, 293, 1110, 318]
finance-row bbox=[62, 306, 329, 319]
finance-cell: Ch.-de-fer Londr. bbox=[192, 306, 283, 318]
insurance-ad bbox=[1183, 789, 1582, 1100]
finance-row bbox=[62, 228, 329, 241]
iatreion-ad bbox=[624, 484, 892, 707]
allagi-text: Το επί της Ερμού αριθ. 100 γνωστόν κατάστημα του Σ. Καλέβα μετεφέρθη εις την οδόν Αιόλου αριθ. 105 όπου ευρίσκονται πάντα τα είδη. bbox=[624, 736, 892, 790]
divider bbox=[904, 272, 1169, 274]
iatreion-address: Παρά τοίς Αγ. Θεοδώροις bbox=[686, 683, 830, 697]
finance-cell: Α' Έθν. Τραπ. bbox=[64, 241, 138, 253]
feuilleton-col-3 bbox=[624, 1729, 892, 2268]
orient-addr: 24-ΟΔΟΣ ΕΡΜΟΥ-24 bbox=[1320, 767, 1445, 781]
finance-row bbox=[62, 254, 329, 267]
orient-discount: τεμάχια Βασκετ και πάνινων διά κρήματα πρός δραχ. 3, 5, 10, 15 έκαστον bbox=[1233, 721, 1582, 745]
finance-cell: 41.50 bbox=[296, 228, 327, 240]
charamis-ad bbox=[1183, 1103, 1375, 1381]
headline-line-4: ΤΟ ΠΡΩΤΟΝ ΤΑΞΕΙΔΙΟΝ bbox=[89, 637, 302, 655]
col2-paragraph: σεως θρασεία Σχισματικά και προχωρήσαντες όλίγον περαιτέρω είς την γραμμήν τού Χαλκίδος. bbox=[341, 62, 612, 102]
doctor2-name: ΣΠΥΡΙΔΩΝ Π. ΚΩΣΤΑΚΗΣ bbox=[923, 179, 1150, 196]
feuilleton-text-6: Φραγκίνη ! Η Ρέζα έμεινε μαζύ της. Ποτέ δεν είχε ιδεί τόσην λύπην εις τα μάτια. Και το άλλο πρωί εισήλθεν εις το δωμάτιον ή Φραγκίνη και εκάθισεν πλησίον της. — Ήλθα να σού ειπώ αντίο, είπεν. — Πού πηγαίνεις; — Μακρυά. Δεν με βλέπεις πλέον. Η Ρέζα την επήρε εις την αγκάλην της. bbox=[1387, 1729, 1582, 1864]
column-rule bbox=[898, 1729, 900, 2268]
iatreion-sub1: ΣΥΦΙΛΙΔΙΚΩΝ bbox=[671, 555, 845, 580]
finance-row bbox=[62, 384, 329, 397]
finance-cell: 3452.50 bbox=[145, 254, 189, 266]
